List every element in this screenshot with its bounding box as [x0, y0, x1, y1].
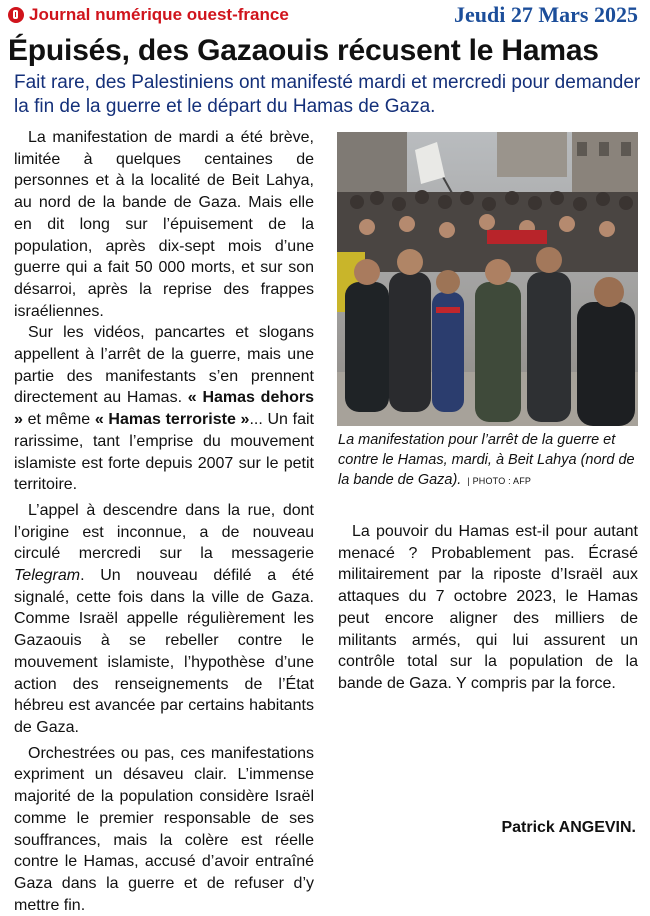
paragraph-1: La manifestation de mardi a été brève, limitée à quelques centaines de personnes et à la localité de Beit Lahya, au nord de la bande de Gaza. Mais elle en dit long sur l’épuisement de la population, après dix-sept mois d’une guerre qui a fait 50 000 morts, et sur son désarroi, après la reprise des frappes israéliennes. [14, 129, 314, 320]
column-left [14, 127, 314, 916]
paragraph-2: Sur les vidéos, pancartes et slogans appellent à l’arrêt de la guerre, mais une partie des manifestants s’en prennent directement au Hamas. « Hamas dehors » et même « Hamas terroriste »... Un fait rarissime, tant l’emprise du mouvement islamiste est forte depuis 2007 sur le petit territoire. [14, 324, 315, 494]
caption-text: La manifestation pour l’arrêt de la guerre et contre le Hamas, mardi, à Beit Lahya (nord de la bande de Gaza). [338, 432, 635, 488]
column-right [338, 521, 638, 695]
brand-name: Journal numérique ouest-france [29, 5, 289, 24]
paragraph-4: Orchestrées ou pas, ces manifestations expriment un désaveu clair. L’immense majorité de la population considère Israël comme le premier responsable de ses souffrances, mais la colère est réelle contre le Hamas, accusé d’avoir entraîné Gaza dans la guerre et de refuser d’y mettre fin. [14, 744, 314, 914]
telegram-mention: Telegram [14, 567, 81, 585]
photo-caption [338, 430, 643, 491]
article-title: Épuisés, des Gazaouis récusent le Hamas [8, 34, 599, 67]
quote-hamas-terroriste: « Hamas terroriste » [94, 411, 250, 429]
author-signature: Patrick ANGEVIN. [501, 819, 636, 836]
paragraph-5: La pouvoir du Hamas est-il pour autant menacé ? Probablement pas. Écrasé militairement par la riposte d’Israël aux attaques du 7 octobre 2023, le Hamas peut encore aligner des milliers de militants armés, qui lui assurent un contrôle total sur la population de la bande de Gaza. Y compris par la force. [338, 523, 638, 692]
crowd-photo-illustration [337, 132, 638, 426]
ouest-france-logo-icon [8, 7, 24, 23]
masthead [0, 0, 650, 34]
quote-hamas-dehors: « Hamas dehors » [14, 389, 315, 429]
brand[interactable] [8, 5, 289, 25]
photo-credit: | PHOTO : AFP [467, 476, 532, 486]
issue-date: Jeudi 27 Mars 2025 [454, 2, 638, 27]
article-standfirst: Fait rare, des Palestiniens ont manifesté mardi et mercredi pour demander la fin de la guerre et le départ du Hamas de Gaza. [14, 72, 641, 117]
article-photo[interactable] [337, 132, 638, 426]
paragraph-3: L’appel à descendre dans la rue, dont l’origine est inconnue, a de nouveau circulé mercredi sur la messagerie Telegram. Un nouveau défilé a été signalé, cette fois dans la ville de Gaza. Comme Israël appelle régulièrement les Gazaouis à se rebeller contre le mouvement islamiste, l’hypothèse d’une action des renseignements de l’État hébreu est avancée par certains habitants de Gaza. [14, 501, 314, 736]
